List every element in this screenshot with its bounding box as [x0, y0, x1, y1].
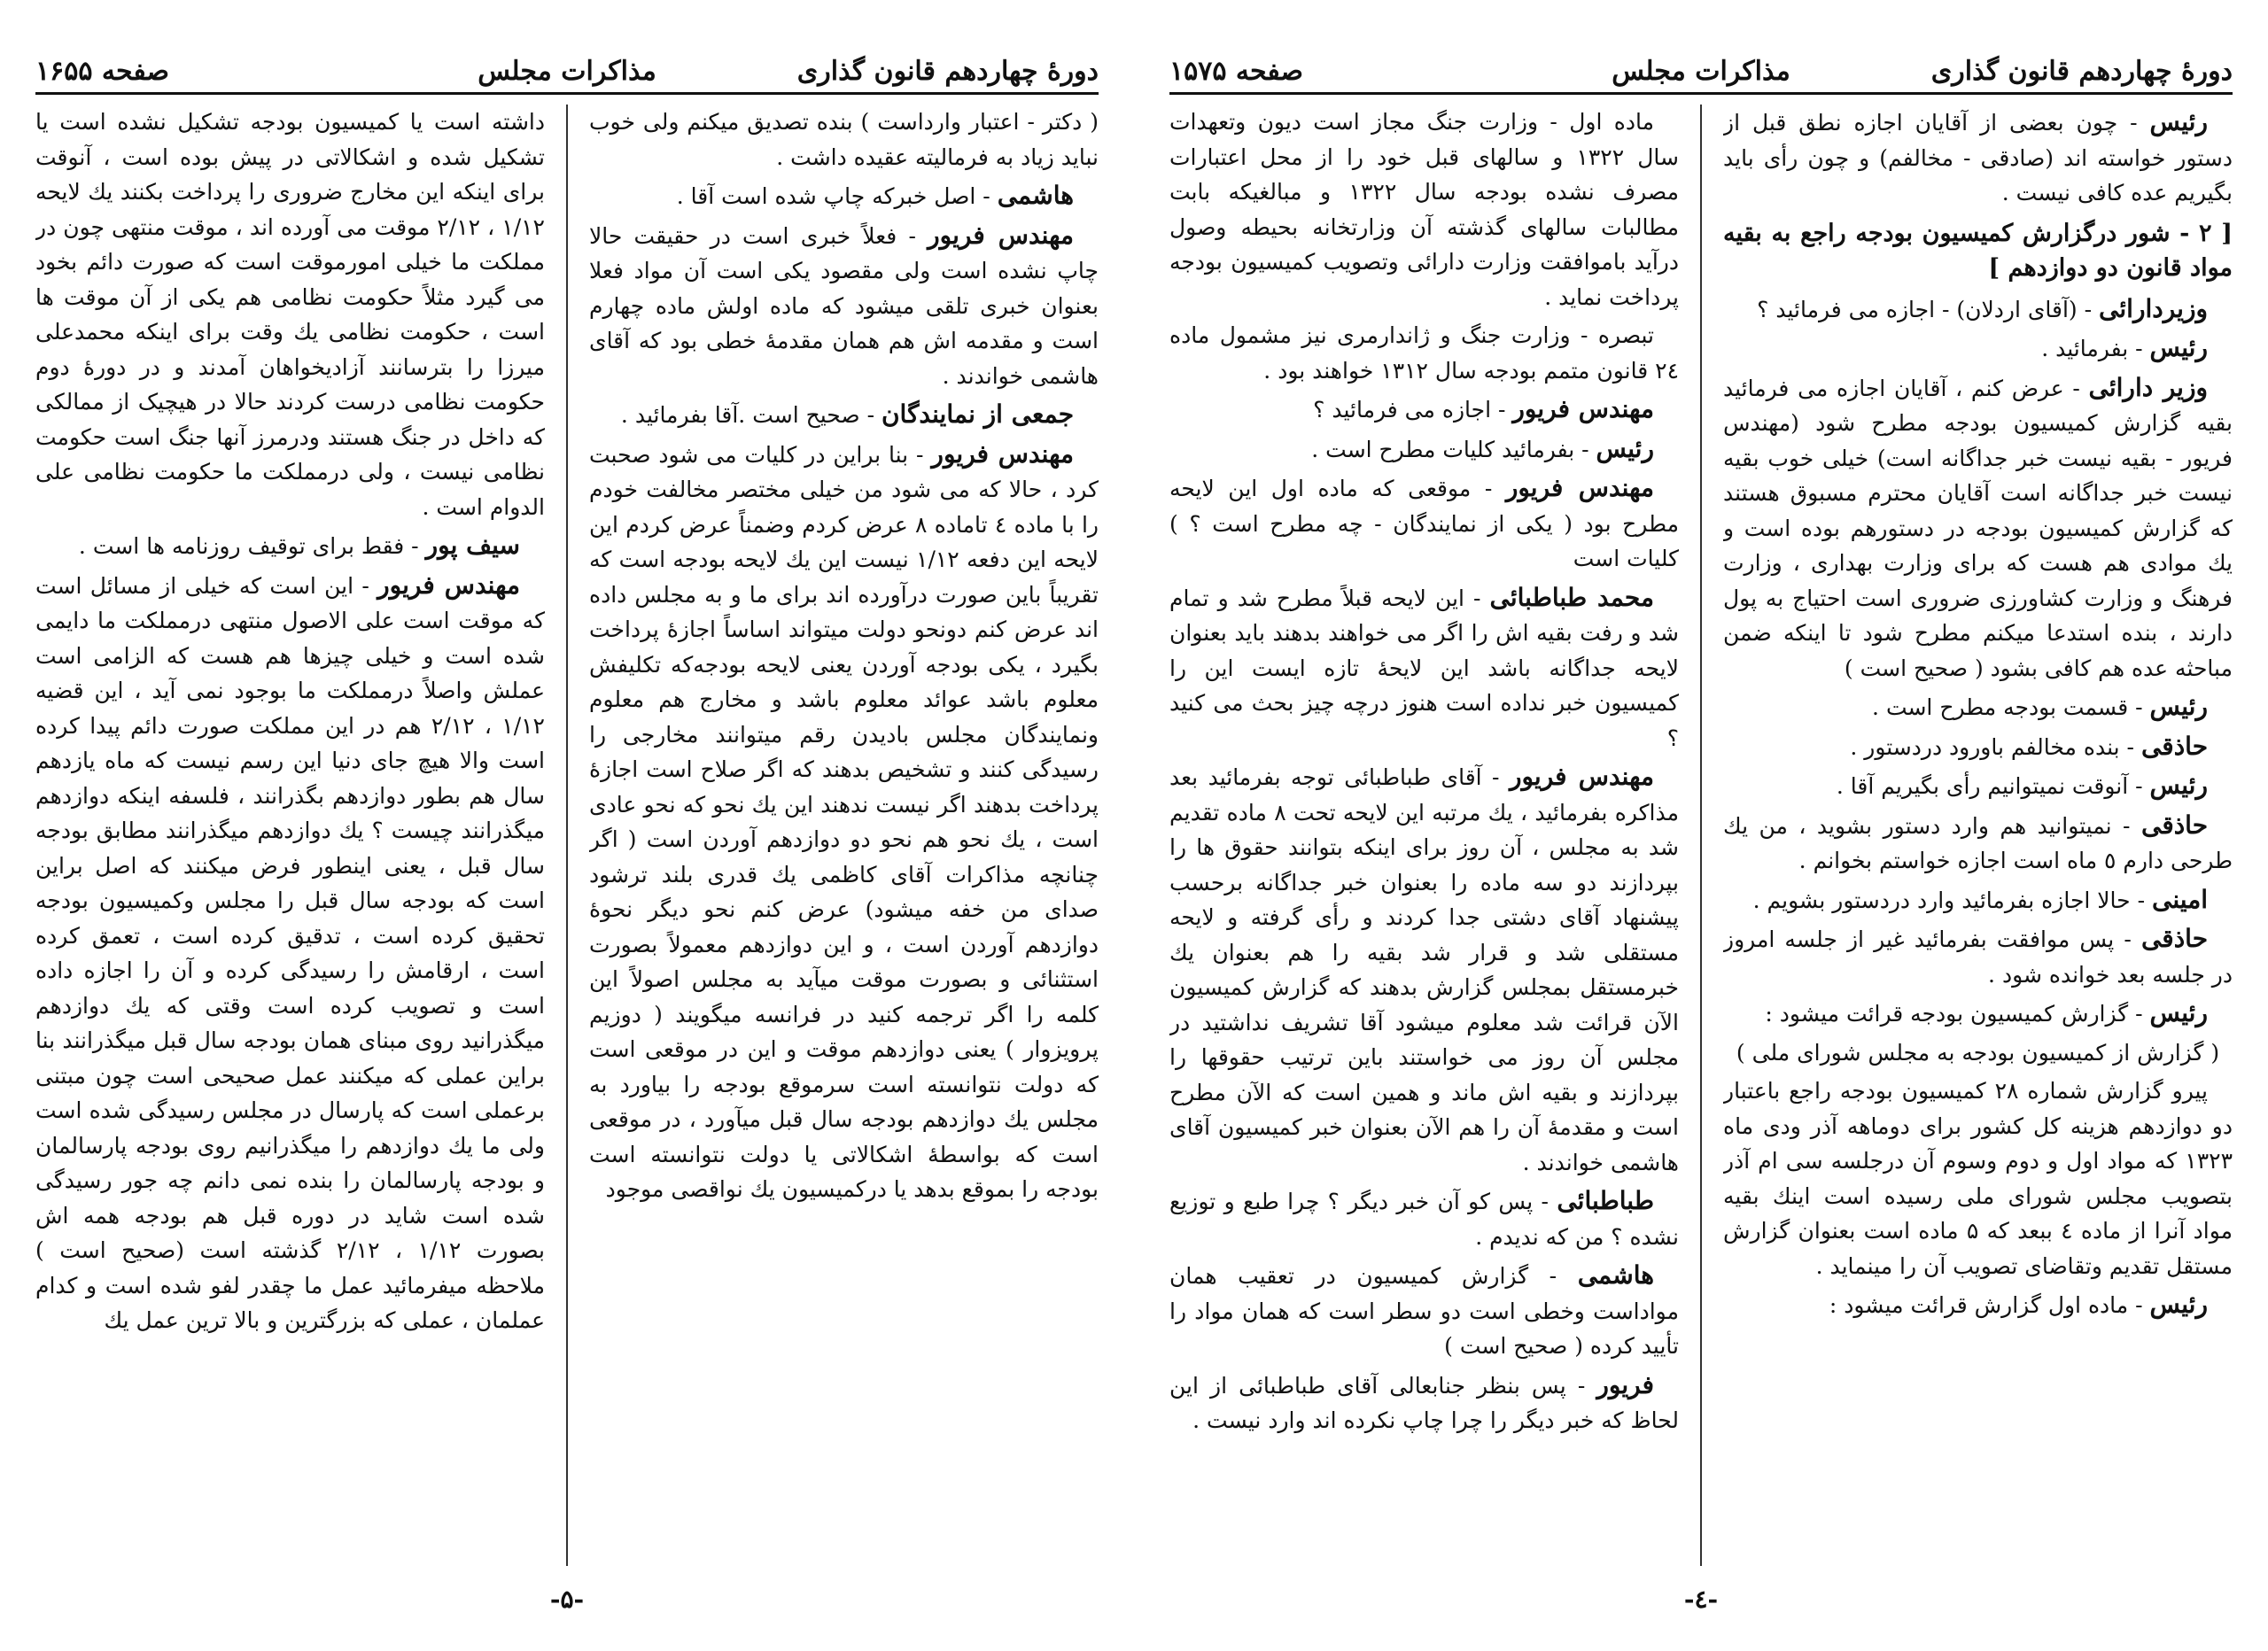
- paragraph-text: - آنوقت نمیتوانیم رأی بگیریم آقا .: [1836, 773, 2143, 799]
- speaker-name: رئیس: [1596, 433, 1654, 463]
- speaker-name: وزیر دارائی: [2088, 372, 2208, 402]
- column-divider: [566, 105, 568, 1566]
- page-header: [1169, 39, 2233, 95]
- right-page: [1134, 0, 2268, 1651]
- paragraph: [1169, 431, 1679, 468]
- speaker-name: مهندس فریور: [931, 438, 1074, 469]
- paragraph: [1169, 759, 1679, 1180]
- speaker-name: مهندس فریور: [1505, 473, 1654, 502]
- paragraph: [589, 105, 1099, 174]
- paragraph: [1723, 330, 2233, 367]
- paragraph-text: - این است که خیلی از مسائل است که موقت است علی الاصول منتهی درمملکت ما دایمی شده است و خیلی چیزها هم هست که الزامی است عملش واصلاً درمملکت ما بوجود نمی آید ، این قضیه ۱/۱۲ ، ۲/۱۲ هم در این مملکت صورت دائم پیدا کرده است والا هیچ جای دنیا این رسم نیست که ماه یازدهم سال هم بطور دوازدهم بگذرانند ، فلسفه اینکه دوازدهم میگذرانند چیست ؟ یك دوازدهم میگذرانند مطابق بودجه سال قبل ، یعنی اینطور فرض میکنند که اصل براین است که بودجه سال قبل را مجلس وکمیسیون بودجه تحقیق کرده است ، تدقیق کرده است ، تعمق کرده است ، ارقامش را رسیدگی کرده و آن را اجازه داده است و تصویب کرده است وقتی که یك دوازدهم میگذرانید روی مبنای همان بودجه سال قبل میگذرانند بنا براین عملی که میکنند عمل صحیحی است چون مبتنی برعملی است که پارسال در مجلس رسیدگی شده است ولی ما یك دوازدهم را میگذرانیم روی بودجه پارسالمان و بودجه پارسالمان را بنده نمی دانم چه جور رسیدگی شده است شاید در دوره قبل هم بودجه همه اش بصورت ۱/۱۲ ، ۲/۱۲ گذشته است (صحیح است ) ملاحظه میفرمائید عمل ما چقدر لفو شده است و کدام عملمان ، عملی که بزرگترین و بالا ترین عمل یك: [35, 572, 545, 1333]
- speaker-name: مهندس فریور: [1512, 394, 1654, 423]
- paragraph: [1723, 370, 2233, 686]
- paragraph: [1723, 768, 2233, 804]
- speaker-name: هاشمی: [997, 181, 1074, 210]
- paragraph-text: - فعلاً خبری است در حقیقت حالا چاپ نشده است ولی مقصود یکی است آن مواد فعلا بعنوان خبری تلقی میشود که ماده اولش ماده چهارم است و مقدمه اش هم همان مقدمهٔ خطی بود که آقای هاشمی خواندند .: [589, 222, 1099, 389]
- paragraph: [1723, 808, 2233, 879]
- paragraph: [1723, 1287, 2233, 1323]
- speaker-name: مهندس فریور: [928, 220, 1075, 250]
- paragraph: [1723, 882, 2233, 919]
- text-column: [1723, 105, 2233, 1575]
- page-label: صفحه ۱۶۵۵: [35, 56, 169, 87]
- paragraph-text: - آقای طباطبائی توجه بفرمائید بعد مذاکره بفرمائید ، یك مرتبه این لایحه تحت ۸ ماده تقدیم شد به مجلس ، آن روز برای اینکه بتوانند حقوق ها را بپردازند دو سه ماده را بعنوان خبر جداگانه برحسب پیشنهاد آقای دشتی جدا کردند و رأی گرفته و لایحه مستقلی شد و قرار شد بقیه را هم بعنوان یك خبرمستقل بمجلس گزارش بدهند که گزارش کمیسیون الآن قرائت شد معلوم میشود آقا تشریف نداشتید در مجلس آن روز می خواستند باین ترتیب حقوقها را بپردازند و بقیه اش ماند و همین است که الآن مطرح است و مقدمهٔ آن را هم الآن بعنوان خبر کمیسیون آقای هاشمی خواندند .: [1169, 764, 1679, 1175]
- paragraph-text: - حالا اجازه بفرمائید وارد دردستور بشویم .: [1752, 887, 2146, 913]
- speaker-name: مهندس فریور: [1509, 762, 1655, 791]
- paragraph: [1169, 105, 1679, 314]
- paragraph-text: - عرض کنم ، آقایان اجازه می فرمائید بقیه گزارش کمیسیون بودجه مطرح شود (مهندس فریور - بقیه نیست خبر جداگانه است) خیلی خوب بقیه نیست خبر جداگانه است آقایان محترم مسبوق هستند که گزارش کمیسیون بودجه در دستورهم بوده است و یك موادی هم هست که برای وزارت بهداری ، وزارت فرهنگ و وزارت کشاورزی ضروری است احتیاج به پول دارند ، بنده استدعا میکنم مطرح شود تا اینکه ضمن مباحثه عده هم کافی بشود ( صحیح است ): [1723, 375, 2233, 681]
- speaker-name: امینی: [2151, 884, 2208, 914]
- paragraph: [1723, 1074, 2233, 1283]
- paragraph-text: - (آقای اردلان) - اجازه می فرمائید ؟: [1757, 296, 2093, 322]
- paragraph: [589, 437, 1099, 1207]
- paragraph-text: - فقط برای توقیف روزنامه ها است .: [78, 533, 419, 559]
- paragraph: [35, 528, 545, 564]
- paragraph: [589, 178, 1099, 214]
- centered-line: ( گزارش از کمیسیون بودجه به مجلس شورای ملی ): [1736, 1039, 2220, 1066]
- column-divider: [1700, 105, 1702, 1566]
- speaker-name: حاذقی: [2140, 924, 2208, 953]
- paragraph: [1169, 1183, 1679, 1254]
- speaker-name: طباطبائی: [1557, 1186, 1654, 1215]
- paragraph-text: - گزارش کمیسیون در تعقیب همان مواداست وخطی است دو سطر است که همان مواد را تأیید کرده ( صحیح است ): [1169, 1263, 1679, 1359]
- speaker-name: فریور: [1596, 1369, 1654, 1399]
- speaker-name: رئیس: [2149, 998, 2208, 1027]
- paragraph-text: - چون بعضی از آقایان اجازه نطق قبل از دستور خواسته اند (صادقی - مخالفم) و چون رأی باید بگیریم عده کافی نیست .: [1723, 110, 2233, 205]
- paragraph: [1723, 996, 2233, 1032]
- speaker-name: رئیس: [2149, 1290, 2208, 1319]
- speaker-name: رئیس: [2149, 107, 2208, 136]
- paragraph-text: - گزارش کمیسیون بودجه قرائت میشود :: [1765, 1001, 2143, 1027]
- speaker-name: حاذقی: [2140, 731, 2208, 761]
- paragraph-text: - نمیتوانید هم وارد دستور بشوید ، من یك طرحی دارم ٥ ماه است اجازه خواستم بخوانم .: [1723, 812, 2233, 873]
- paragraph: [1723, 291, 2233, 328]
- session-title: دورهٔ چهاردهم قانون گذاری: [1930, 56, 2233, 87]
- paragraph: [1723, 921, 2233, 992]
- paragraph-text: - اصل خبرکه چاپ شده است آقا .: [676, 183, 990, 209]
- text-column: [1169, 105, 1679, 1575]
- paragraph: [35, 105, 545, 524]
- paragraph: [589, 397, 1099, 433]
- speaker-name: جمعی از نمایندگان: [881, 399, 1074, 429]
- speaker-name: وزیردارائی: [2099, 293, 2208, 323]
- paragraph: [1169, 1258, 1679, 1364]
- paragraph-text: - موقعی که ماده اول این لایحه مطرح بود ( یکی از نمایندگان - چه مطرح است ؟ ) کلیات است: [1169, 476, 1679, 571]
- paragraph: [1169, 1368, 1679, 1438]
- paragraph-text: - اجازه می فرمائید ؟: [1313, 397, 1506, 422]
- text-column: [589, 105, 1099, 1575]
- text-column: [35, 105, 545, 1575]
- page-label: صفحه ۱۵۷۵: [1169, 56, 1303, 87]
- paragraph-text: - بنا براین در کلیات می شود صحبت کرد ، حالا که می شود من خیلی مختصر مخالفت خودم را با ماده ٤ تاماده ۸ عرض کردم وضمناً عرض کردم این لایحه این دفعه ۱/۱۲ نیست این یك لایحه بودجه است که تقریباً باین صورت درآورده اند برای ما و به مجلس داده اند عرض کنم دونحو دولت میتواند اساساً اجازهٔ پرداخت بگیرد ، یکی بودجه آوردن یعنی لایحه بودجه‌که تکلیفش معلوم باشد عوائد معلوم باشد و مخارج هم معلوم ونمایندگان مجلس بادیدن رقم میتوانند مخارجی را رسیدگی کنند و تشخیص بدهند که اگر صلاح است اجازهٔ پرداخت بدهند اگر نیست ندهند این یك نحو که نحو عادی است ، یك نحو هم نحو دو دوازدهم آوردن است ( اگر چنانچه مذاکرات آقای کاظمی یك قدری بلند ترشود صدای من خفه میشود) عرض کنم نحو دیگر نحوهٔ دوازدهم آوردن است ، و این دوازدهم معمولاً بصورت استثنائی و بصورت موقت میآید به مجلس اصولاً این کلمه را اگر ترجمه کنید در فرانسه میگویند ( دوزیم پرویزوار ) یعنی دوازدهم موقت و این در موقعی است که دولت نتوانسته است سرموقع بودجه را بیاورد به مجلس یك دوازدهم بودجه سال قبل میآورد ، در موقعی است که بواسطهٔ اشکالاتی یا دولت نتوانسته است بودجه را بموقع بدهد یا درکمیسیون یك نواقصی موجود: [589, 441, 1099, 1202]
- paragraph-text: - صحیح است .آقا بفرمائید .: [620, 402, 875, 428]
- paragraph: [589, 218, 1099, 394]
- paragraph-text: - پس موافقت بفرمائید غیر از جلسه امروز در جلسه بعد خوانده شود .: [1723, 926, 2233, 988]
- paragraph: [1723, 729, 2233, 765]
- paragraph-text: - قسمت بودجه مطرح است .: [1872, 694, 2143, 720]
- publication-title: مذاکرات مجلس: [1612, 56, 1790, 87]
- paragraph: [1723, 689, 2233, 725]
- paragraph-text: - ماده اول گزارش قرائت میشود :: [1829, 1292, 2143, 1318]
- paragraph: [1169, 391, 1679, 428]
- speaker-name: محمد طباطبائی: [1489, 582, 1654, 612]
- speaker-name: رئیس: [2149, 771, 2208, 800]
- paragraph: [1723, 105, 2233, 211]
- paragraph-text: - بنده مخالفم باورود دردستور .: [1850, 733, 2135, 760]
- page-header: [35, 39, 1099, 95]
- speaker-name: هاشمی: [1577, 1260, 1654, 1290]
- paragraph: [1169, 318, 1679, 388]
- paragraph: [1169, 470, 1679, 577]
- paragraph-text: - پس کو آن خبر دیگر ؟ چرا طبع و توزیع نشده ؟ من که ندیدم .: [1169, 1189, 1679, 1250]
- paragraph-text: ماده اول - وزارت جنگ مجاز است دیون وتعهدات سال ۱۳۲۲ و سالهای قبل خود را از محل اعتبارات مصرف نشده بودجه سال ۱۳۲۲ و مبالغیکه بابت مطالبات سالهای گذشته آن وزارتخانه بحیطه وصول درآید باموافقت وزارت دارائی وتصویب کمیسیون بودجه پرداخت نماید .: [1169, 109, 1679, 310]
- page-number: -۵-: [549, 1585, 585, 1614]
- paragraph: [1169, 580, 1679, 756]
- paragraph-text: - بفرمائید کلیات مطرح است .: [1311, 436, 1589, 462]
- paragraph-text: داشته است یا کمیسیون بودجه تشکیل نشده است یا تشکیل شده و اشکالاتی در پیش بوده است ، آنوقت برای اینکه این مخارج ضروری را پرداخت بکنند یك لایحه ۱/۱۲ ، ۲/۱۲ موقت می آورده اند ، موقت منتهی چون در مملکت ما خیلی امورموقت است که صورت دائم بخود می گیرد مثلاً حکومت نظامی هم یکی از آن موقت ها است ، حکومت نظامی یك وقت برای اینکه محمدعلی میرزا را بترسانند آزادیخواهان آمدند و در دورهٔ دوم حکومت نظامی درست کردند حالا در هیچیک از ممالکی که داخل در جنگ هستند ودرمرز آنها جنگ است حکومت نظامی نیست ، ولی درمملکت ما حکومت نظامی علی الدوام است .: [35, 109, 545, 520]
- paragraph-text: - بفرمائید .: [2041, 336, 2143, 361]
- paragraph: [35, 568, 545, 1338]
- speaker-name: مهندس فریور: [377, 570, 521, 600]
- paragraph-text: - این لایحه قبلاً مطرح شد و تمام شد و رفت بقیه اش را اگر می خواهند بدهند باید بعنوان لایحه جداگانه باشد این لایحهٔ تازه ایست این را کمیسیون خبر نداده است هنوز درچه چیز بحث می کنید ؟: [1169, 585, 1679, 751]
- speaker-name: رئیس: [2149, 333, 2208, 362]
- session-title: دورهٔ چهاردهم قانون گذاری: [796, 56, 1099, 87]
- paragraph-text: پیرو گزارش شماره ۲۸ کمیسیون بودجه راجع باعتبار دو دوازدهم هزینه کل کشور برای دوماهه آذر ودی ماه ۱۳۲۳ که مواد اول و دوم وسوم آن درجلسه سی ام آذر بتصویب مجلس شورای ملی رسیده است اینك بقیه مواد آنرا از ماده ٤ ببعد که ۵ ماده است بعنوان گزارش مستقل تقدیم وتقاضای تصویب آن را مینماید .: [1723, 1078, 2233, 1279]
- section-heading: [ ۲ - شور درگزارش کمیسیون بودجه راجع به بقیه مواد قانون دو دوازدهم ]: [1723, 219, 2233, 282]
- publication-title: مذاکرات مجلس: [478, 56, 656, 87]
- speaker-name: رئیس: [2149, 692, 2208, 721]
- speaker-name: حاذقی: [2140, 810, 2209, 840]
- speaker-name: سیف پور: [425, 531, 520, 560]
- paragraph-text: ( دکتر - اعتبار وارداست ) بنده تصدیق میکنم ولی خوب نباید زیاد به فرمالیته عقیده داشت .: [589, 109, 1099, 170]
- page-number: -٤-: [1683, 1585, 1719, 1614]
- paragraph-text: - پس بنظر جنابعالی آقای طباطبائی از این لحاظ که خبر دیگر را چرا چاپ نکرده اند وارد نیست .: [1169, 1372, 1679, 1433]
- paragraph-text: تبصره - وزارت جنگ و ژاندارمری نیز مشمول ماده ۲٤ قانون متمم بودجه سال ۱۳۱۲ خواهند بود .: [1169, 322, 1679, 384]
